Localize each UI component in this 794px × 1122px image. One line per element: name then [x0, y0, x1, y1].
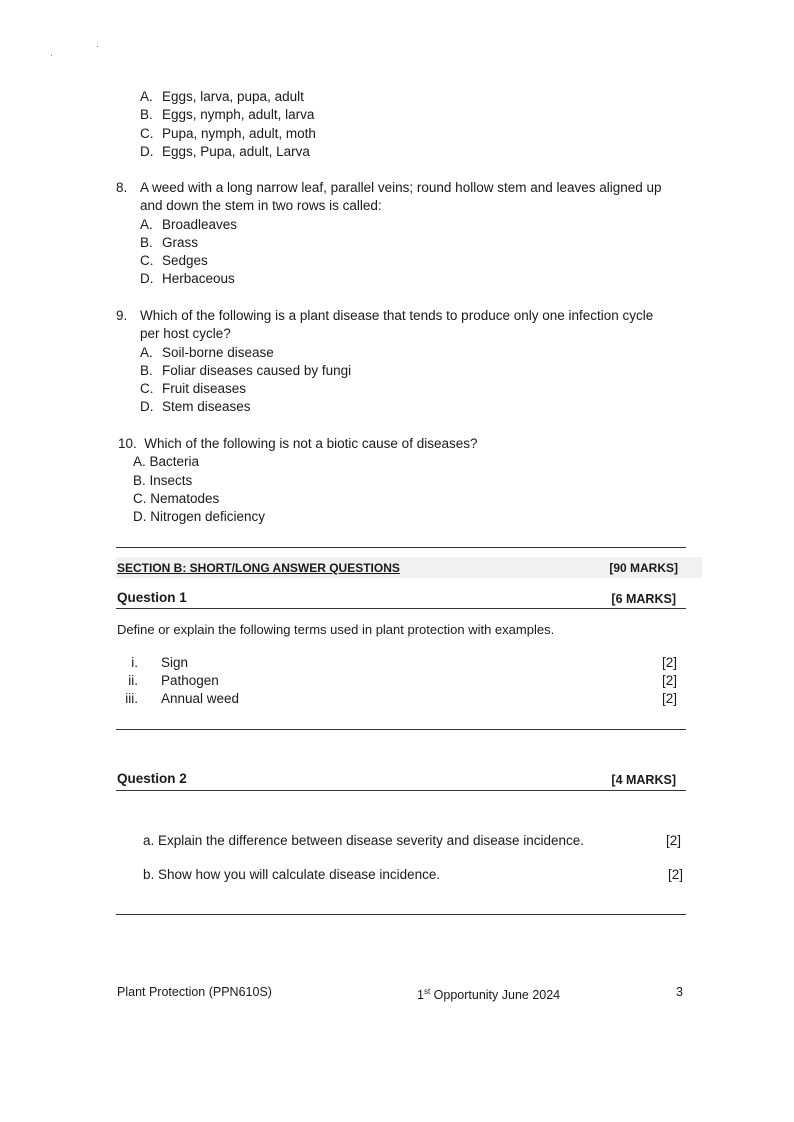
q9-option-d: D. Stem diseases [140, 399, 251, 415]
question2-marks: [4 MARKS] [611, 773, 676, 787]
q9-block [140, 307, 653, 417]
question2-item-a-marks: [2] [665, 833, 681, 848]
section-b-top-rule [116, 547, 686, 548]
question2-item-b-text: b. Show how you will calculate disease incidence. [143, 867, 441, 882]
scan-speck [51, 55, 52, 56]
q7-options [140, 88, 316, 161]
q10-option-d: D. Nitrogen deficiency [133, 509, 266, 525]
q8-block [140, 179, 662, 289]
question2-item-a-text: a. Explain the difference between disease severity and disease incidence. [143, 833, 585, 848]
question2-bottom-rule [116, 914, 686, 915]
footer-course: Plant Protection (PPN610S) [117, 985, 272, 999]
question1-item-i-marks: [2] [661, 655, 677, 670]
q7-option-a: A. Eggs, larva, pupa, adult [140, 89, 304, 104]
q10-options [118, 453, 477, 526]
question2-item-b-marks: [2] [667, 867, 683, 882]
q8-number: 8. [116, 180, 128, 195]
question1-item-ii-marks: [2] [661, 673, 677, 688]
footer-opportunity: 1st Opportunity June 2024 [417, 987, 561, 1003]
q10-option-a: A. Bacteria [133, 454, 200, 470]
question2-title-rule [116, 790, 686, 791]
question1-item-iii-marks: [2] [661, 691, 677, 706]
q9-option-a: A. Soil-borne disease [140, 344, 274, 360]
q10-stem: 10. Which of the following is not a biotic cause of diseases? [118, 436, 478, 451]
q9-number: 9. [116, 308, 128, 323]
q7-option-b: B. Eggs, nymph, adult, larva [140, 107, 315, 123]
question1-item-ii-text: Pathogen [161, 673, 219, 688]
q10-option-c: C. Nematodes [133, 490, 220, 506]
q8-stem-line2: and down the stem in two rows is called: [140, 198, 382, 214]
question1-title-rule [116, 608, 686, 609]
q7-option-c: C. Pupa, nymph, adult, moth [140, 125, 316, 141]
question1-instruction: Define or explain the following terms used in plant protection with examples. [117, 622, 555, 637]
section-b-title: SECTION B: SHORT/LONG ANSWER QUESTIONS [117, 561, 400, 575]
q8-option-b: B. Grass [140, 234, 199, 250]
section-b-marks: [90 MARKS] [609, 561, 678, 575]
q9-option-b: B. Foliar diseases caused by fungi [140, 362, 352, 378]
question1-item-i-num: i. [131, 655, 138, 670]
question2-title: Question 2 [117, 771, 187, 786]
q7-option-d: D. Eggs, Pupa, adult, Larva [140, 143, 310, 159]
question1-item-i-text: Sign [161, 655, 189, 670]
q9-stem-line1: Which of the following is a plant disease that tends to produce only one infection cycle [140, 308, 654, 323]
question1-title: Question 1 [117, 590, 187, 605]
q8-stem-line1: A weed with a long narrow leaf, parallel veins; round hollow stem and leaves aligned up [140, 180, 662, 195]
q8-option-c: C. Sedges [140, 253, 208, 269]
question1-item-ii-num: ii. [128, 673, 138, 688]
footer-page-number: 3 [676, 985, 683, 999]
q10-block [118, 435, 477, 526]
q9-stem-line2: per host cycle? [140, 326, 231, 342]
q8-option-a: A. Broadleaves [140, 216, 238, 232]
q9-option-c: C. Fruit diseases [140, 381, 247, 397]
question1-item-iii-text: Annual weed [161, 691, 240, 706]
question1-marks: [6 MARKS] [611, 592, 676, 606]
scan-speck [97, 46, 98, 47]
q10-option-b: B. Insects [133, 472, 193, 488]
question1-bottom-rule [116, 729, 686, 730]
question1-item-iii-num: iii. [125, 691, 138, 706]
q8-option-d: D. Herbaceous [140, 271, 235, 287]
